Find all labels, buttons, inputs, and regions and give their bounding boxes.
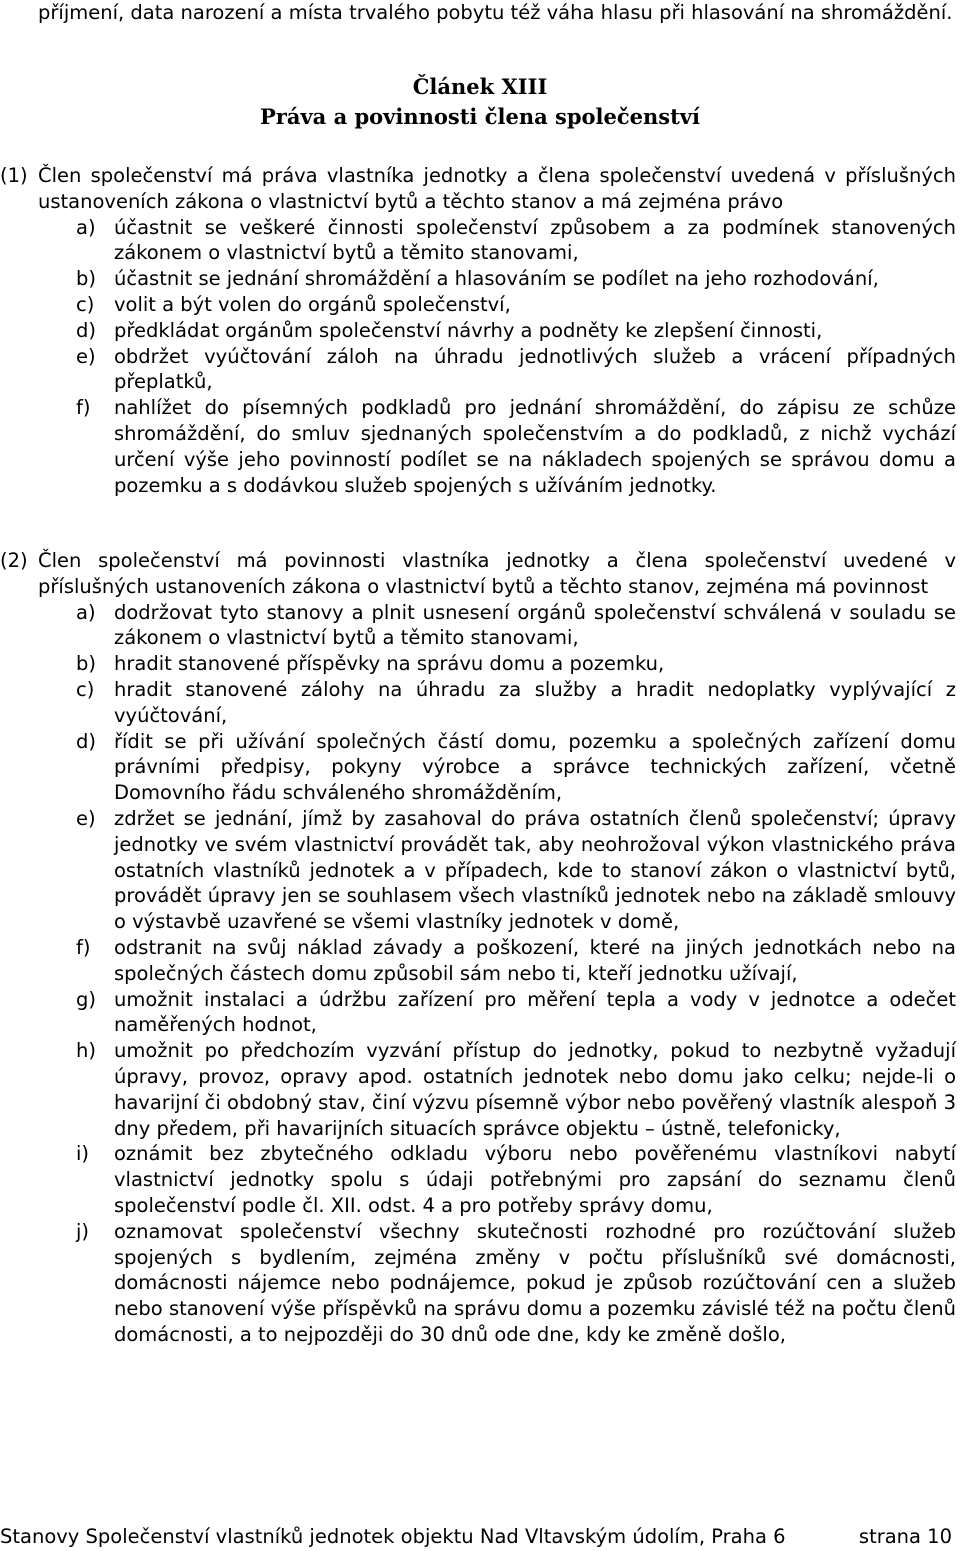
item-text: hradit stanovené zálohy na úhradu za služby a hradit nedoplatky vyplývající z vyúčtování, bbox=[114, 677, 956, 727]
item-text: hradit stanovené příspěvky na správu domu a pozemku, bbox=[114, 652, 665, 676]
item-label: h) bbox=[76, 1039, 96, 1063]
item-label: c) bbox=[76, 677, 95, 701]
list-item bbox=[76, 651, 956, 677]
item-text: nahlížet do písemných podkladů pro jednání shromáždění, do zápisu ze schůze shromáždění, do smluv sjednaných společenstvím a do podkladů, z nichž vychází určení výše jeho povinností podílet se na nákladech spojených se správou domu a pozemku a s dodávkou služeb spojených s užíváním jednotky. bbox=[114, 396, 956, 497]
item-label: d) bbox=[76, 318, 96, 342]
intro-paragraph: příjmení, data narození a místa trvalého pobytu též váha hlasu při hlasování na shromáždění. bbox=[38, 1, 953, 24]
item-label: a) bbox=[76, 215, 96, 239]
item-text: umožnit po předchozím vyzvání přístup do jednotky, pokud to nezbytně vyžadují úpravy, provoz, opravy apod. ostatních jednotek nebo domu jako celku; nejde-li o havarijní či obdobný stav, činí výzvu písemně výbor nebo pověřený vlastník alespoň 3 dny předem, při havarijních situacích správce objektu – ústně, telefonicky, bbox=[114, 1039, 956, 1140]
section-2 bbox=[0, 548, 960, 1348]
item-label: g) bbox=[76, 987, 96, 1011]
item-label: f) bbox=[76, 396, 91, 420]
section-text: Člen společenství má práva vlastníka jednotky a člena společenství uvedená v příslušných ustanoveních zákona o vlastnictví bytů a těchto stanov a má zejména právo bbox=[38, 164, 956, 213]
item-text: obdržet vyúčtování záloh na úhradu jednotlivých služeb a vrácení případných přeplatků, bbox=[114, 344, 956, 394]
section-1 bbox=[0, 163, 960, 498]
page-footer bbox=[0, 1524, 960, 1551]
item-text: zdržet se jednání, jímž by zasahoval do práva ostatních členů společenství; úpravy jednotky ve svém vlastnictví provádět tak, aby neohrožoval výkon vlastnického práva ostatních vlastníků jednotek a v případech, kde to stanoví zákon o vlastnictví bytů, provádět úpravy jen se souhlasem všech vlastníků jednotek nebo na základě smlouvy o výstavbě uzavřené se všemi vlastníky jednotek v domě, bbox=[114, 806, 956, 934]
section-text: Člen společenství má povinnosti vlastníka jednotky a člena společenství uvedené v příslušných ustanoveních zákona o vlastnictví bytů a těchto stanov, zejména má povinnost bbox=[38, 549, 956, 598]
page-number: strana 10 bbox=[858, 1525, 952, 1548]
item-label: d) bbox=[76, 729, 96, 753]
article-title: Práva a povinnosti člena společenství bbox=[259, 104, 700, 129]
list-item bbox=[76, 935, 956, 987]
footer-document-title: Stanovy Společenství vlastníků jednotek objektu Nad Vltavským údolím, Praha 6 bbox=[0, 1525, 786, 1548]
item-label: i) bbox=[76, 1142, 90, 1166]
section-number: (2) bbox=[0, 549, 28, 572]
item-text: předkládat orgánům společenství návrhy a podněty ke zlepšení činnosti, bbox=[114, 318, 823, 342]
item-label: f) bbox=[76, 935, 91, 959]
item-text: řídit se při užívání společných částí domu, pozemku a společných zařízení domu právními předpisy, pokyny výrobce a správce technických zařízení, včetně Domovního řádu schváleného shromážděním, bbox=[114, 729, 956, 805]
item-label: j) bbox=[76, 1219, 90, 1243]
list-item bbox=[76, 292, 956, 318]
list-item bbox=[76, 677, 956, 729]
list-item bbox=[76, 215, 956, 267]
item-text: dodržovat tyto stanovy a plnit usnesení orgánů společenství schválená v souladu se zákonem o vlastnictví bytů a těmito stanovami, bbox=[114, 600, 956, 650]
item-text: umožnit instalaci a údržbu zařízení pro měření tepla a vody v jednotce a odečet naměřených hodnot, bbox=[114, 987, 956, 1037]
item-text: účastnit se jednání shromáždění a hlasováním se podílet na jeho rozhodování, bbox=[114, 267, 879, 291]
list-item bbox=[76, 318, 956, 344]
item-label: a) bbox=[76, 600, 96, 624]
item-text: odstranit na svůj náklad závady a poškození, které na jiných jednotkách nebo na společných částech domu způsobil sám nebo ti, kteří jednotku užívají, bbox=[114, 935, 956, 985]
list-item bbox=[76, 600, 956, 652]
item-label: e) bbox=[76, 344, 96, 368]
item-label: c) bbox=[76, 292, 95, 316]
list-item bbox=[76, 987, 956, 1039]
list-item bbox=[76, 344, 956, 396]
item-list bbox=[76, 600, 956, 1348]
list-item bbox=[76, 1219, 956, 1348]
item-text: oznamovat společenství všechny skutečnosti rozhodné pro rozúčtování služeb spojených s bydlením, zejména změny v počtu příslušníků své domácnosti, domácnosti nájemce nebo podnájemce, pokud je způsob rozúčtování cen a služeb nebo stanovení výše příspěvků na správu domu a pozemku závislé též na počtu členů domácnosti, a to nejpozději do 30 dnů ode dne, kdy ke změně došlo, bbox=[114, 1219, 956, 1346]
list-item bbox=[76, 1141, 956, 1218]
item-text: oznámit bez zbytečného odkladu výboru nebo pověřenému vlastníkovi nabytí vlastnictví jednotky spolu s údaji potřebnými pro zapsání do seznamu členů společenství podle čl. XII. odst. 4 a pro potřeby správy domu, bbox=[114, 1142, 956, 1217]
article-number: Článek XIII bbox=[412, 74, 548, 99]
item-text: účastnit se veškeré činnosti společenství způsobem a za podmínek stanovených zákonem o vlastnictví bytů a těmito stanovami, bbox=[114, 215, 956, 265]
item-text: volit a být volen do orgánů společenství, bbox=[114, 292, 511, 316]
item-label: b) bbox=[76, 267, 96, 291]
item-label: b) bbox=[76, 652, 96, 676]
item-list bbox=[76, 215, 956, 499]
list-item bbox=[76, 1038, 956, 1141]
item-label: e) bbox=[76, 806, 96, 830]
list-item bbox=[76, 806, 956, 935]
section-number: (1) bbox=[0, 164, 28, 187]
list-item bbox=[76, 729, 956, 806]
list-item bbox=[76, 266, 956, 292]
list-item bbox=[76, 395, 956, 498]
